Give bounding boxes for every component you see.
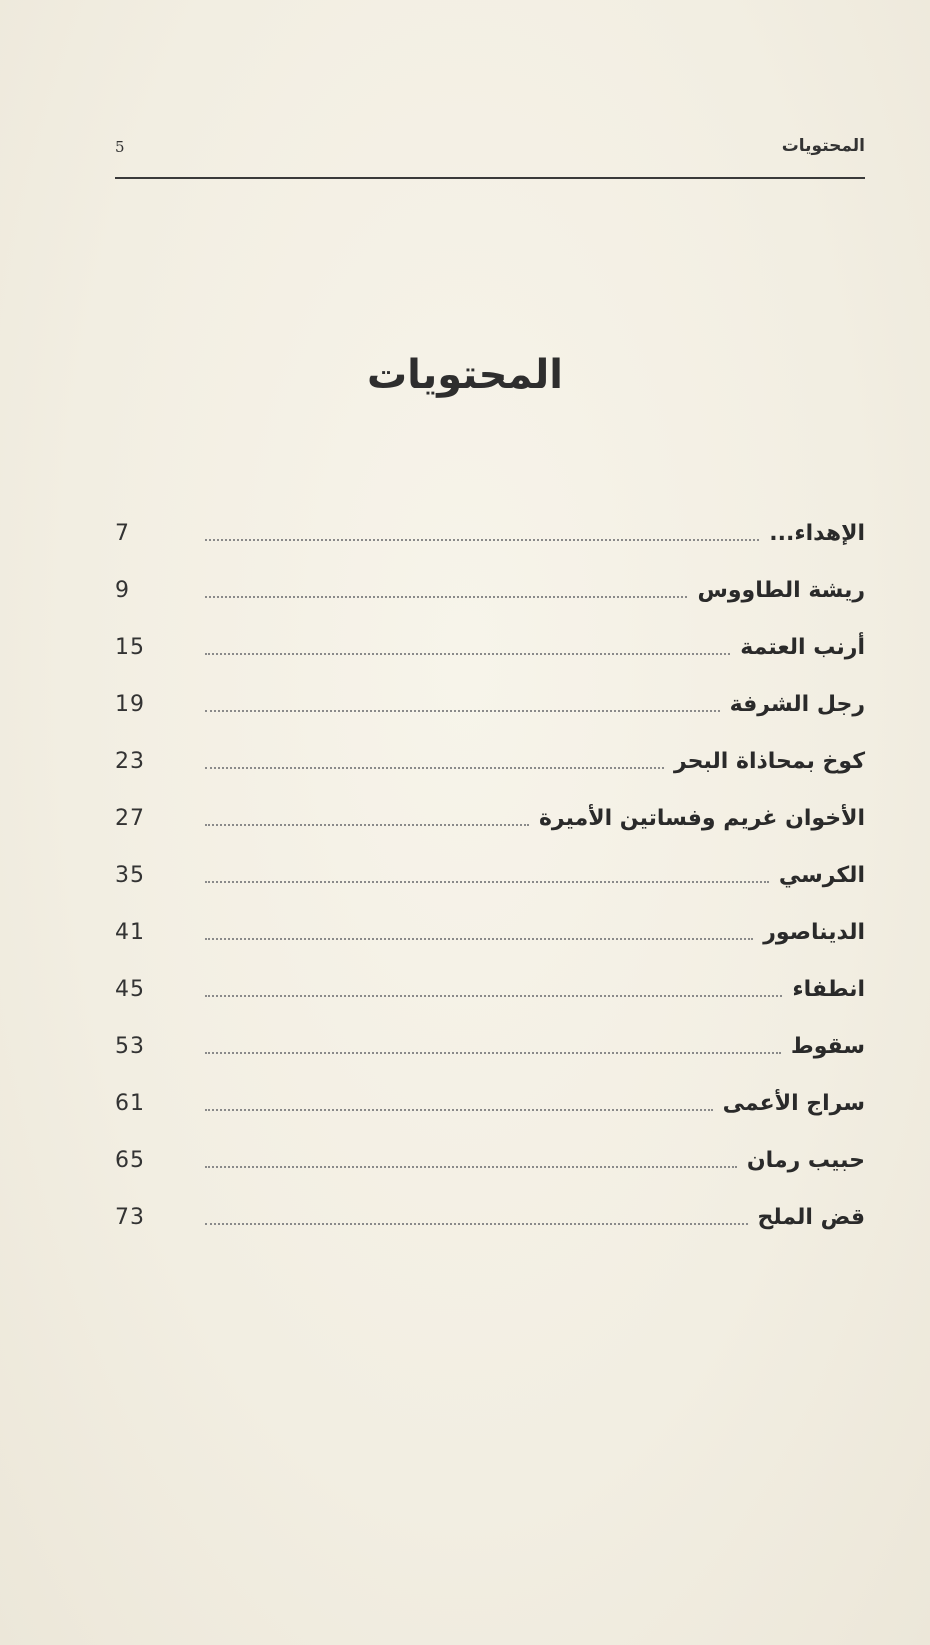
toc-leader-dots (205, 881, 769, 883)
toc-leader-dots (205, 653, 730, 655)
toc-entry-title: أرنب العتمة (740, 635, 865, 660)
toc-entry (115, 1189, 865, 1246)
toc-entry (115, 505, 865, 562)
toc-leader-dots (205, 539, 759, 541)
toc-entry (115, 619, 865, 676)
toc-leader-dots (205, 596, 687, 598)
toc-leader-dots (205, 710, 720, 712)
toc-leader-dots (205, 995, 782, 997)
toc-entry-title: ريشة الطاووس (697, 578, 865, 603)
toc-entry-page: 19 (115, 692, 145, 717)
toc-entry (115, 961, 865, 1018)
toc-entry (115, 790, 865, 847)
toc-entry-title: قض الملح (757, 1205, 865, 1230)
running-header (115, 130, 865, 170)
toc-entry-page: 65 (115, 1148, 145, 1173)
toc-entry (115, 847, 865, 904)
toc-entry-page: 73 (115, 1205, 145, 1230)
toc-entry (115, 904, 865, 961)
toc-entry-page: 53 (115, 1034, 145, 1059)
toc-entry (115, 733, 865, 790)
toc-entry-page: 7 (115, 521, 130, 546)
toc-entry-title: حبيب رمان (746, 1148, 865, 1173)
toc-entry-page: 23 (115, 749, 145, 774)
toc-entry-title: كوخ بمحاذاة البحر (673, 749, 865, 774)
toc-entry-title: الكرسي (778, 863, 865, 888)
toc-entry (115, 1075, 865, 1132)
toc-entry-title: رجل الشرفة (729, 692, 865, 717)
toc-entry-title: الديناصور (763, 920, 865, 945)
toc-entry-title: انطفاء (792, 977, 865, 1002)
toc-entry (115, 1018, 865, 1075)
toc-entry-page: 45 (115, 977, 145, 1002)
toc-entry-title: سقوط (790, 1034, 865, 1059)
toc-entry-page: 15 (115, 635, 145, 660)
toc-entry (115, 676, 865, 733)
toc-entry-page: 35 (115, 863, 145, 888)
toc-leader-dots (205, 938, 753, 940)
running-head-page-number: 5 (115, 138, 125, 156)
toc-leader-dots (205, 767, 664, 769)
running-head-title: المحتويات (781, 136, 865, 156)
toc-entry (115, 1132, 865, 1189)
toc-leader-dots (205, 1052, 781, 1054)
toc-entry-page: 9 (115, 578, 130, 603)
toc-title: المحتويات (366, 352, 563, 398)
toc-list (115, 505, 865, 1246)
toc-entry-title: الأخوان غريم وفساتين الأميرة (538, 806, 865, 831)
toc-entry-page: 61 (115, 1091, 145, 1116)
toc-entry-page: 41 (115, 920, 145, 945)
toc-entry-title: سراج الأعمى (722, 1091, 865, 1116)
header-rule (115, 177, 865, 179)
toc-entry-page: 27 (115, 806, 145, 831)
toc-leader-dots (205, 1109, 713, 1111)
toc-entry-title: الإهداء... (769, 521, 865, 546)
toc-leader-dots (205, 1223, 748, 1225)
toc-leader-dots (205, 1166, 737, 1168)
toc-entry (115, 562, 865, 619)
toc-leader-dots (205, 824, 529, 826)
